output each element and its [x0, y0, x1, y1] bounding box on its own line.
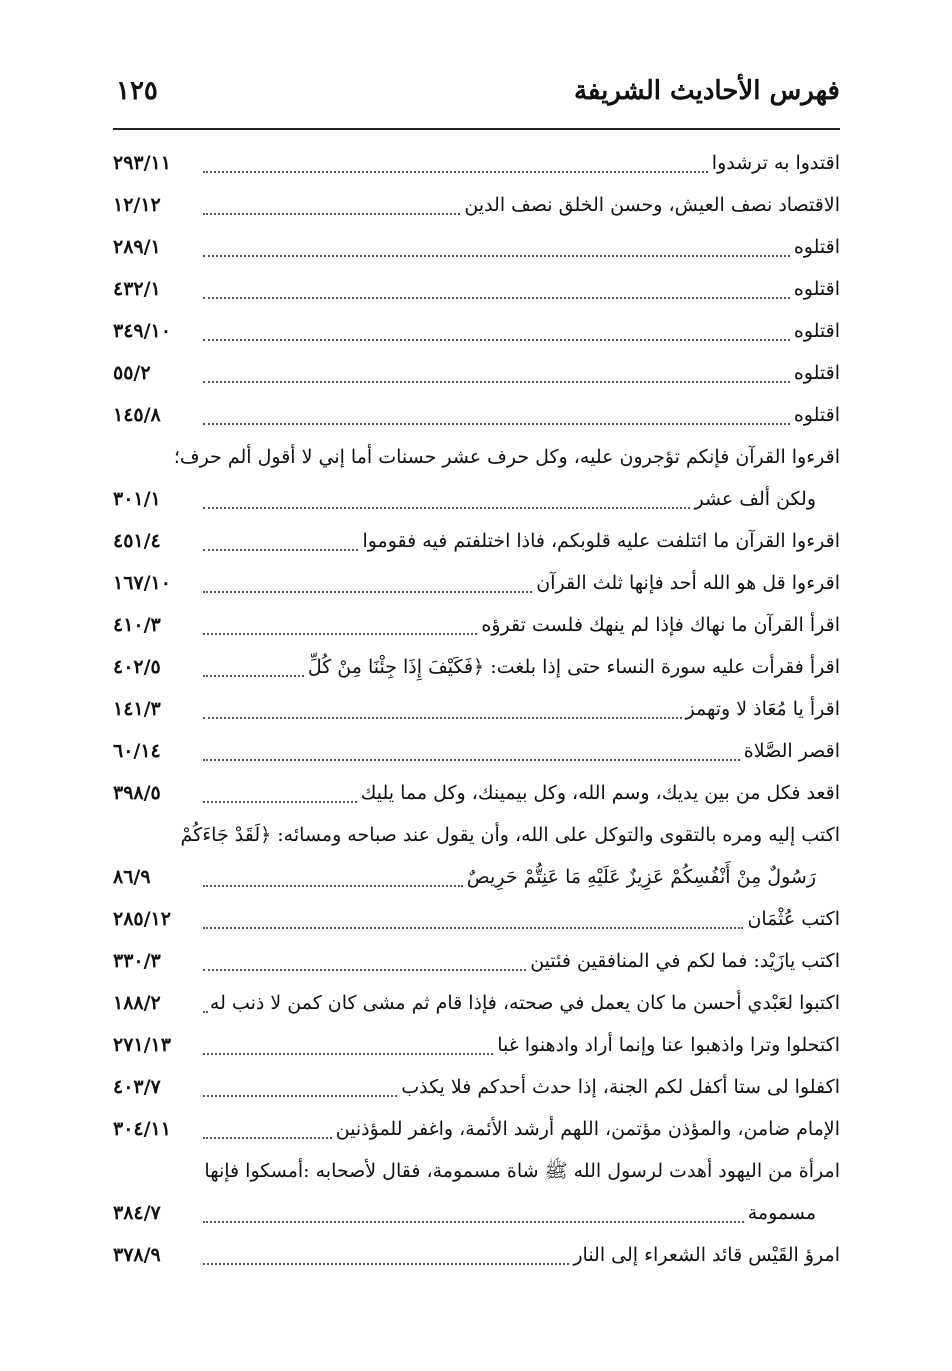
entry-text: اقرأ فقرأت عليه سورة النساء حتى إذا بلغت: ﴿فَكَيْفَ إِذَا جِئْنَا مِنْ كُلِّ: [307, 656, 840, 678]
entry-reference: ٤٣٢/١: [113, 278, 161, 300]
entry-text: امرؤ القَيْس قائد الشعراء إلى النار: [573, 1244, 840, 1266]
dot-leader: [203, 203, 460, 215]
entry-reference: ٢٨٩/١: [113, 236, 161, 258]
entry-text: اقرأ القرآن ما نهاك فإذا لم ينهك فلست تقرؤه: [481, 614, 840, 636]
header-divider: [113, 128, 840, 130]
entry-reference: ١٤١/٣: [113, 698, 161, 720]
entry-reference: ٢٨٥/١٢: [113, 908, 171, 930]
entry-text: مسمومة: [747, 1202, 816, 1224]
entry-text: اقرءوا القرآن ما ائتلفت عليه قلوبكم، فاذا اختلفتم فيه فقوموا: [362, 530, 840, 552]
index-entry: [113, 184, 840, 226]
dot-leader: [203, 161, 708, 173]
index-entry: [113, 982, 840, 1024]
dot-leader: [203, 665, 304, 677]
entry-text: اقتلوه: [793, 320, 840, 342]
entry-text: اكفلوا لى ستا أكفل لكم الجنة، إذا حدث أحدكم فلا يكذب: [401, 1076, 840, 1098]
dot-leader: [203, 1211, 744, 1223]
dot-leader: [203, 749, 740, 761]
entry-text-line1: اكتب إليه ومره بالتقوى والتوكل على الله، وأن يقول عند صباحه ومسائه: ﴿لَقَدْ جَاءَكُمْ: [180, 824, 840, 846]
dot-leader: [203, 371, 790, 383]
dot-leader: [203, 497, 690, 509]
dot-leader: [203, 707, 682, 719]
entry-reference: ١٨٨/٢: [113, 992, 161, 1014]
entry-reference: ٣٠٤/١١: [113, 1118, 171, 1140]
entry-text: اكتب يازَيْد: فما لكم في المنافقين فئتين: [530, 950, 840, 972]
entry-text: اكتحلوا وترا واذهبوا عنا وإنما أراد وادهنوا غبا: [497, 1034, 840, 1056]
entry-text: الإمام ضامن، والمؤذن مؤتمن، اللهم أرشد الأئمة، واغفر للمؤذنين: [335, 1118, 840, 1140]
dot-leader: [203, 581, 532, 593]
entry-reference: ٤٠٢/٥: [113, 656, 161, 678]
dot-leader: [203, 1253, 569, 1265]
entry-reference: ٣٤٩/١٠: [113, 320, 171, 342]
index-entry-multiline: [113, 436, 840, 520]
index-entry: [113, 394, 840, 436]
index-entry: [113, 268, 840, 310]
entry-text: اقتلوه: [793, 278, 840, 300]
page-title: فهرس الأحاديث الشريفة: [573, 76, 840, 106]
dot-leader: [203, 791, 357, 803]
dot-leader: [203, 1043, 493, 1055]
dot-leader: [203, 623, 477, 635]
index-entry: [113, 730, 840, 772]
dot-leader: [203, 413, 790, 425]
index-entry: [113, 1024, 840, 1066]
entry-text-line1: اقرءوا القرآن فإنكم تؤجرون عليه، وكل حرف عشر حسنات أما إني لا أقول ألم حرف؛: [173, 446, 840, 468]
dot-leader: [203, 245, 790, 257]
entry-text: اقعد فكل من بين يديك، وسم الله، وكل بيمينك، وكل مما يليك: [360, 782, 840, 804]
entry-text: الاقتصاد نصف العيش، وحسن الخلق نصف الدين: [464, 194, 840, 216]
dot-leader: [203, 1001, 206, 1013]
entry-reference: ١٢/١٢: [113, 194, 161, 216]
index-entry: [113, 1234, 840, 1276]
dot-leader: [203, 917, 743, 929]
dot-leader: [203, 329, 790, 341]
index-entry: [113, 310, 840, 352]
index-entry: [113, 352, 840, 394]
entry-reference: ٨٦/٩: [113, 866, 151, 888]
entry-reference: ٤٠٣/٧: [113, 1076, 161, 1098]
index-entry-continuation: [113, 478, 840, 520]
index-entry: [113, 604, 840, 646]
dot-leader: [203, 959, 526, 971]
index-entry-multiline: [113, 1150, 840, 1234]
index-entry-continuation: [113, 856, 840, 898]
dot-leader: [203, 1085, 397, 1097]
index-entry: [113, 1108, 840, 1150]
entry-reference: ٣٣٠/٣: [113, 950, 161, 972]
index-entry-multiline: [113, 814, 840, 898]
index-entry: [113, 142, 840, 184]
entry-text: اقرءوا قل هو الله أحد فإنها ثلث القرآن: [536, 572, 840, 594]
entry-reference: ٣٩٨/٥: [113, 782, 161, 804]
entry-text: اقتلوه: [793, 362, 840, 384]
entry-reference: ٤١٠/٣: [113, 614, 161, 636]
entry-reference: ٦٠/١٤: [113, 740, 161, 762]
index-entry: [113, 772, 840, 814]
entry-reference: ٣٨٤/٧: [113, 1202, 161, 1224]
dot-leader: [203, 1127, 332, 1139]
index-entry: [113, 688, 840, 730]
page-header: [110, 70, 840, 120]
entry-reference: ١٤٥/٨: [113, 404, 161, 426]
entry-reference: ٥٥/٢: [113, 362, 151, 384]
dot-leader: [203, 287, 790, 299]
index-entry: [113, 646, 840, 688]
entry-reference: ٤٥١/٤: [113, 530, 161, 552]
dot-leader: [203, 539, 358, 551]
index-entry: [113, 940, 840, 982]
index-entry: [113, 226, 840, 268]
entry-text: اقتدوا به ترشدوا: [711, 152, 840, 174]
entry-text: اقصر الصَّلاة: [743, 740, 840, 762]
index-entry: [113, 562, 840, 604]
entry-text: اقتلوه: [793, 404, 840, 426]
index-entry-continuation: [113, 1192, 840, 1234]
index-entry: [113, 898, 840, 940]
entry-text: ولكن ألف عشر: [694, 488, 816, 510]
index-entry: [113, 1066, 840, 1108]
hadith-index-list: [113, 142, 840, 1276]
entry-text: اكتب عُثْمَان: [747, 908, 840, 930]
entry-reference: ٢٧١/١٣: [113, 1034, 171, 1056]
index-entry: [113, 520, 840, 562]
entry-text: اقرأ يا مُعَاذ لا وتهمز: [685, 698, 840, 720]
entry-reference: ٣٧٨/٩: [113, 1244, 161, 1266]
entry-reference: ١٦٧/١٠: [113, 572, 171, 594]
dot-leader: [203, 875, 463, 887]
entry-text: رَسُولٌ مِنْ أَنْفُسِكُمْ عَزِيزٌ عَلَيْهِ مَا عَنِتُّمْ حَرِيصٌ: [466, 866, 816, 888]
entry-reference: ٣٠١/١: [113, 488, 161, 510]
page-number: ١٢٥: [116, 76, 158, 106]
entry-text-line1: امرأة من اليهود أهدت لرسول الله ﷺ شاة مسمومة، فقال لأصحابه :أمسكوا فإنها: [204, 1160, 840, 1182]
entry-text: اكتبوا لعَبْدي أحسن ما كان يعمل في صحته، فإذا قام ثم مشى كان كمن لا ذنب له: [209, 992, 840, 1014]
entry-text: اقتلوه: [793, 236, 840, 258]
entry-reference: ٢٩٣/١١: [113, 152, 171, 174]
